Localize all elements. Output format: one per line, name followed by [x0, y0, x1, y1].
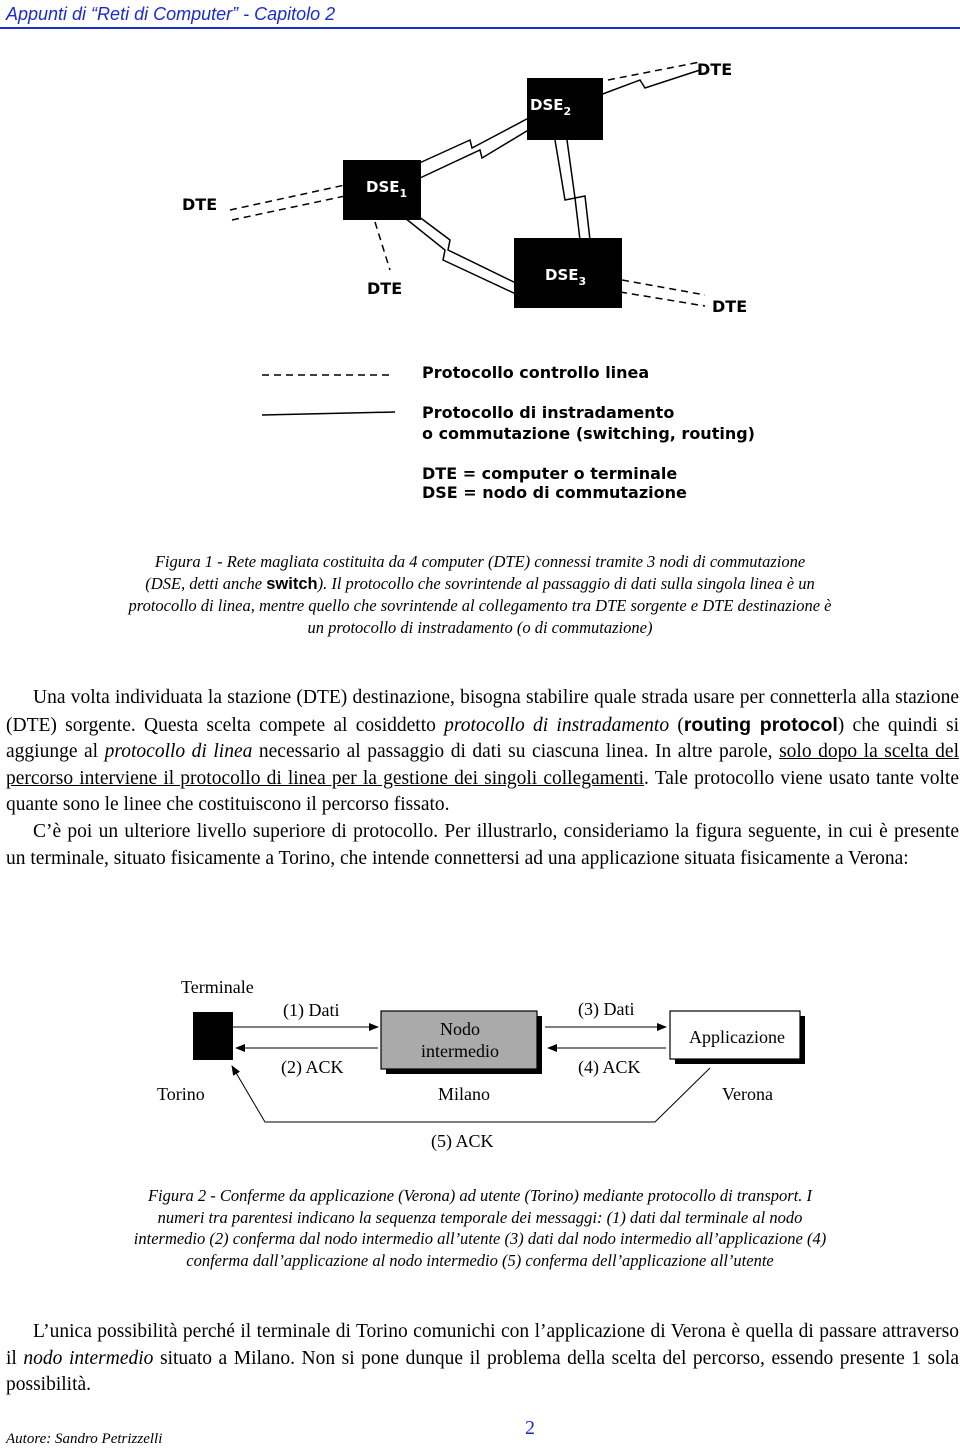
- figure2-caption-line1: Figura 2 - Conferme da applicazione (Verona) ad utente (Torino) mediante protocollo di transport. I: [147, 1186, 813, 1205]
- figure2-caption: [0, 1185, 960, 1271]
- figure1-caption: [0, 551, 960, 638]
- link-dse1-dse2-b: [420, 120, 545, 178]
- footer-page-number: 2: [525, 1417, 535, 1439]
- node-label-2: intermedio: [421, 1041, 499, 1061]
- figure2-caption-line4: conferma dall’applicazione al nodo intermedio (5) conferma dell’applicazione all’utente: [186, 1250, 774, 1270]
- dte-top-label: DTE: [697, 60, 733, 79]
- msg4-label: (4) ACK: [578, 1057, 641, 1077]
- terminal-label: Terminale: [181, 977, 254, 997]
- header-rule: [0, 27, 960, 29]
- switch-term: switch: [266, 574, 318, 593]
- link-dse2-dse3: [555, 140, 580, 240]
- legend-solid-text-1: Protocollo di instradamento: [422, 403, 675, 422]
- milano-label: Milano: [438, 1084, 490, 1104]
- torino-label: Torino: [157, 1084, 205, 1104]
- link-dse1-dse3: [410, 210, 520, 285]
- figure1-network-diagram: [0, 30, 960, 550]
- node-label-1: Nodo: [440, 1019, 480, 1039]
- dte-mid-label: DTE: [367, 279, 403, 298]
- terminal-box: [193, 1012, 233, 1060]
- dte-left-label: DTE: [182, 195, 218, 214]
- msg5-label: (5) ACK: [431, 1131, 494, 1151]
- figure2-diagram: [0, 965, 960, 1155]
- dashed-dse1-dte-mid: [375, 222, 390, 270]
- figure1-caption-line4: un protocollo di instradamento (o di commutazione): [307, 617, 653, 637]
- msg1-label: (1) Dati: [283, 1000, 340, 1020]
- dse3-label: $DSE_3$: [545, 266, 587, 288]
- page-header-title: Appunti di “Reti di Computer” - Capitolo 2: [6, 4, 336, 24]
- figure1-caption-line1: Figura 1 - Rete magliata costituita da 4 computer (DTE) connessi tramite 3 nodi di commutazione: [154, 552, 806, 571]
- dashed-dte-left-dse1-b: [232, 196, 345, 220]
- paragraph-2: C’è poi un ulteriore livello superiore di protocollo. Per illustrarlo, consideriamo la figura seguente, in cui è presente un terminale, situato fisicamente a Torino, che intende connettersi ad una applicazione situata fisicamente a Verona:: [6, 820, 959, 869]
- legend-def-dte: DTE = computer o terminale: [422, 464, 678, 483]
- paragraph-3-block: [6, 1319, 959, 1399]
- link-dse1-dse2: [415, 112, 540, 165]
- legend-dashed-text: Protocollo controllo linea: [422, 363, 650, 382]
- figure1-caption-line3: protocollo di linea, mentre quello che sovrintende al collegamento tra DTE sorgente e DTE destinazione è: [128, 596, 832, 615]
- link-dse2-dte-top: [600, 70, 700, 95]
- legend-solid-text-2: o commutazione (switching, routing): [422, 424, 755, 443]
- dse2-label: $DSE_2$: [530, 96, 572, 118]
- dashed-dte-left-dse1: [230, 185, 345, 210]
- figure2-caption-line2: numeri tra parentesi indicano la sequenza temporale dei messaggi: (1) dati dal terminale al nodo: [157, 1207, 803, 1227]
- footer-author: Autore: Sandro Petrizzelli: [6, 1431, 163, 1447]
- dashed-dse2-dte-top: [608, 62, 700, 80]
- paragraph-1: Una volta individuata la stazione (DTE) destinazione, bisogna stabilire quale strada usare per connetterla alla stazione (DTE) sorgente. Questa scelta compete al cosiddetto protocollo di instradamento (routing protocol) che quindi si aggiunge al protocollo di linea necessario al passaggio di dati su ciascuna linea. In altre parole, solo dopo la scelta del percorso interviene il protocollo di linea per la gestione dei singoli collegamenti. Tale protocollo viene usato tante volte quante sono le linee che costituiscono il percorso fissato.: [6, 687, 959, 816]
- verona-label: Verona: [722, 1084, 773, 1104]
- paragraph-3: L’unica possibilità perché il terminale di Torino comunichi con l’applicazione di Verona è quella di passare attraverso il nodo intermedio situato a Milano. Non si pone dunque il problema della scelta del percorso, essendo presente 1 sola possibilità.: [6, 1321, 960, 1396]
- dse1-label: $DSE_1$: [366, 178, 408, 200]
- app-label: Applicazione: [689, 1027, 785, 1047]
- dashed-dse3-dte-right-b: [620, 292, 705, 306]
- dte-right-label: DTE: [712, 297, 748, 316]
- paragraph-1-block: [6, 685, 959, 872]
- figure1-caption-line2: (DSE, detti anche switch). Il protocollo che sovrintende al passaggio di dati sulla singola linea è un: [145, 573, 815, 593]
- msg3-label: (3) Dati: [578, 999, 635, 1019]
- msg2-label: (2) ACK: [281, 1057, 344, 1077]
- figure2-caption-line3: intermedio (2) conferma dal nodo intermedio all’utente (3) dati dal nodo intermedio all’applicazione (4): [133, 1229, 827, 1248]
- legend-solid-line: [262, 412, 395, 415]
- legend-def-dse: DSE = nodo di commutazione: [422, 483, 687, 502]
- dashed-dse3-dte-right: [622, 280, 705, 295]
